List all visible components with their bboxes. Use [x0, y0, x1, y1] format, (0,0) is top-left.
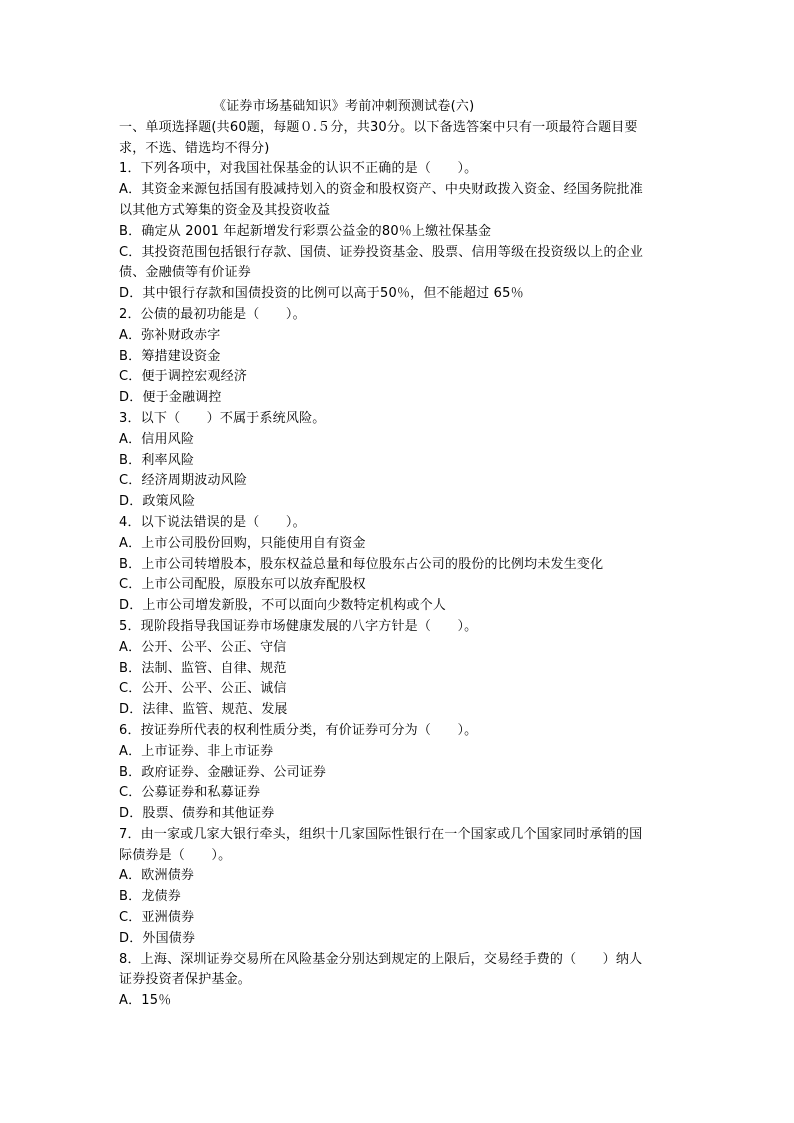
question-item [119, 721, 679, 825]
question-item [119, 825, 679, 950]
question-list [119, 159, 679, 1012]
answer-option: A．15％ [119, 993, 172, 1009]
answer-option: A．上市公司股份回购，只能使用自有资金 [119, 535, 366, 551]
question-stem: 7．由一家或几家大银行牵头，组织十几家国际性银行在一个国家或几个国家同时承销的国 [119, 826, 643, 842]
answer-option: D．股票、债券和其他证券 [119, 806, 275, 822]
answer-option: C．便于调控宏观经济 [119, 369, 248, 385]
answer-option: C．上市公司配股，原股东可以放弃配股权 [119, 577, 366, 593]
answer-option: 债、金融债等有价证券 [119, 265, 252, 281]
answer-option: A．欧洲债券 [119, 868, 195, 884]
answer-option: B．利率风险 [119, 452, 195, 468]
question-stem: 5．现阶段指导我国证券市场健康发展的八字方针是（ ）。 [119, 618, 478, 634]
section-heading-line: 一、单项选择题(共60题，每题０.５分，共30分。以下备选答案中只有一项最符合题目要 [119, 119, 638, 135]
question-stem: 2．公债的最初功能是（ ）。 [119, 306, 306, 322]
answer-option: 以其他方式筹集的资金及其投资收益 [119, 202, 331, 218]
answer-option: D．外国债券 [119, 930, 196, 946]
answer-option: B．法制、监管、自律、规范 [119, 660, 287, 676]
question-stem: 3．以下（ ）不属于系统风险。 [119, 410, 326, 426]
question-item [119, 513, 679, 617]
answer-option: B．龙债券 [119, 889, 181, 905]
answer-option: D．政策风险 [119, 494, 196, 510]
answer-option: C．经济周期波动风险 [119, 473, 248, 489]
answer-option: C．公募证券和私募证券 [119, 785, 261, 801]
document-page [119, 97, 679, 1012]
answer-option: B．政府证券、金融证券、公司证券 [119, 764, 327, 780]
answer-option: B．筹措建设资金 [119, 348, 221, 364]
answer-option: C．亚洲债券 [119, 910, 195, 926]
answer-option: A．信用风险 [119, 431, 195, 447]
answer-option: A．公开、公平、公正、守信 [119, 639, 287, 655]
document-title: 《证券市场基础知识》考前冲刺预测试卷(六) [213, 99, 475, 114]
question-item [119, 305, 679, 409]
answer-option: C．公开、公平、公正、诚信 [119, 681, 287, 697]
question-stem: 6．按证券所代表的权利性质分类，有价证券可分为（ ）。 [119, 722, 478, 738]
question-stem: 4．以下说法错误的是（ ）。 [119, 514, 306, 530]
question-stem: 证券投资者保护基金。 [119, 972, 252, 988]
question-stem: 8．上海、深圳证券交易所在风险基金分别达到规定的上限后，交易经手费的（ ）纳人 [119, 951, 643, 967]
answer-option: D．其中银行存款和国债投资的比例可以高于50％，但不能超过 65％ [119, 286, 524, 302]
question-stem: 际债券是（ ）。 [119, 847, 232, 863]
answer-option: A．弥补财政赤字 [119, 327, 221, 343]
question-stem: 1．下列各项中，对我国社保基金的认识不正确的是（ ）。 [119, 161, 478, 177]
section-heading [119, 118, 679, 160]
answer-option: D．便于金融调控 [119, 390, 222, 406]
answer-option: C．其投资范围包括银行存款、国债、证券投资基金、股票、信用等级在投资级以上的企业 [119, 244, 644, 260]
answer-option: B．确定从 2001 年起新增发行彩票公益金的80％上缴社保基金 [119, 223, 492, 239]
question-item [119, 617, 679, 721]
answer-option: D．上市公司增发新股，不可以面向少数特定机构或个人 [119, 598, 447, 614]
answer-option: D．法律、监管、规范、发展 [119, 702, 288, 718]
question-item [119, 409, 679, 513]
answer-option: A．上市证券、非上市证券 [119, 743, 274, 759]
answer-option: B．上市公司转增股本，股东权益总量和每位股东占公司的股份的比例均未发生变化 [119, 556, 604, 572]
question-item [119, 950, 679, 1012]
section-heading-line: 求，不选、错选均不得分) [119, 140, 270, 156]
answer-option: A．其资金来源包括国有股减持划入的资金和股权资产、中央财政拨入资金、经国务院批准 [119, 182, 643, 198]
question-item [119, 159, 679, 305]
